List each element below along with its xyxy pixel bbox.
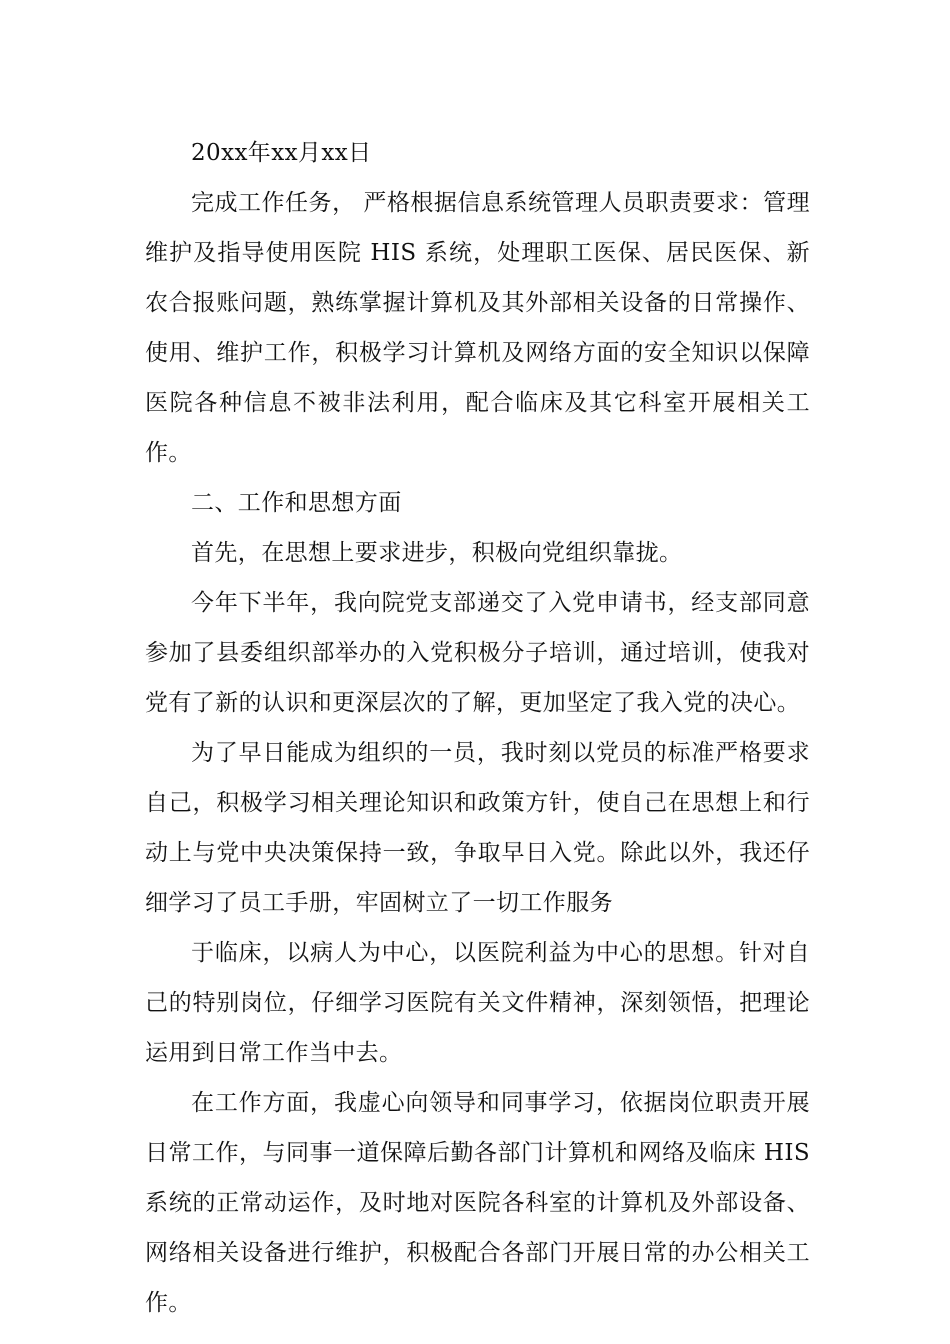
paragraph-work-aspect: 在工作方面，我虚心向领导和同事学习，依据岗位职责开展日常工作，与同事一道保障后勤各部门计算机和网络及临床 HIS 系统的正常动运作，及时地对医院各科室的计算机及外部设备、网络相关设备进行维护，积极配合各部门开展日常的办公相关工作。	[145, 1090, 810, 1316]
paragraph-thought-progress: 首先，在思想上要求进步，积极向党组织靠拢。	[191, 540, 683, 566]
paragraph-party-standards: 为了早日能成为组织的一员，我时刻以党员的标准严格要求自己，积极学习相关理论知识和政策方针，使自己在思想上和行动上与党中央决策保持一致，争取早日入党。除此以外，我还仔细学习了员工手册，牢固树立了一切工作服务	[145, 740, 810, 916]
section-heading-work-and-thought: 二、工作和思想方面	[191, 490, 402, 516]
paragraph-clinical-service: 于临床，以病人为中心，以医院利益为中心的思想。针对自己的特别岗位，仔细学习医院有关文件精神，深刻领悟，把理论运用到日常工作当中去。	[145, 940, 810, 1066]
paragraph-party-application: 今年下半年，我向院党支部递交了入党申请书，经支部同意参加了县委组织部举办的入党积极分子培训，通过培训，使我对党有了新的认识和更深层次的了解，更加坚定了我入党的决心。	[145, 590, 810, 716]
date-line: 20xx年xx月xx日	[191, 140, 372, 166]
paragraph-task-completion: 完成工作任务， 严格根据信息系统管理人员职责要求：管理维护及指导使用医院 HIS 系统，处理职工医保、居民医保、新农合报账问题，熟练掌握计算机及其外部相关设备的日常操作、使用、维护工作，积极学习计算机及网络方面的安全知识以保障医院各种信息不被非法利用，配合临床及其它科室开展相关工作。	[145, 190, 810, 466]
document-body	[145, 128, 810, 1328]
